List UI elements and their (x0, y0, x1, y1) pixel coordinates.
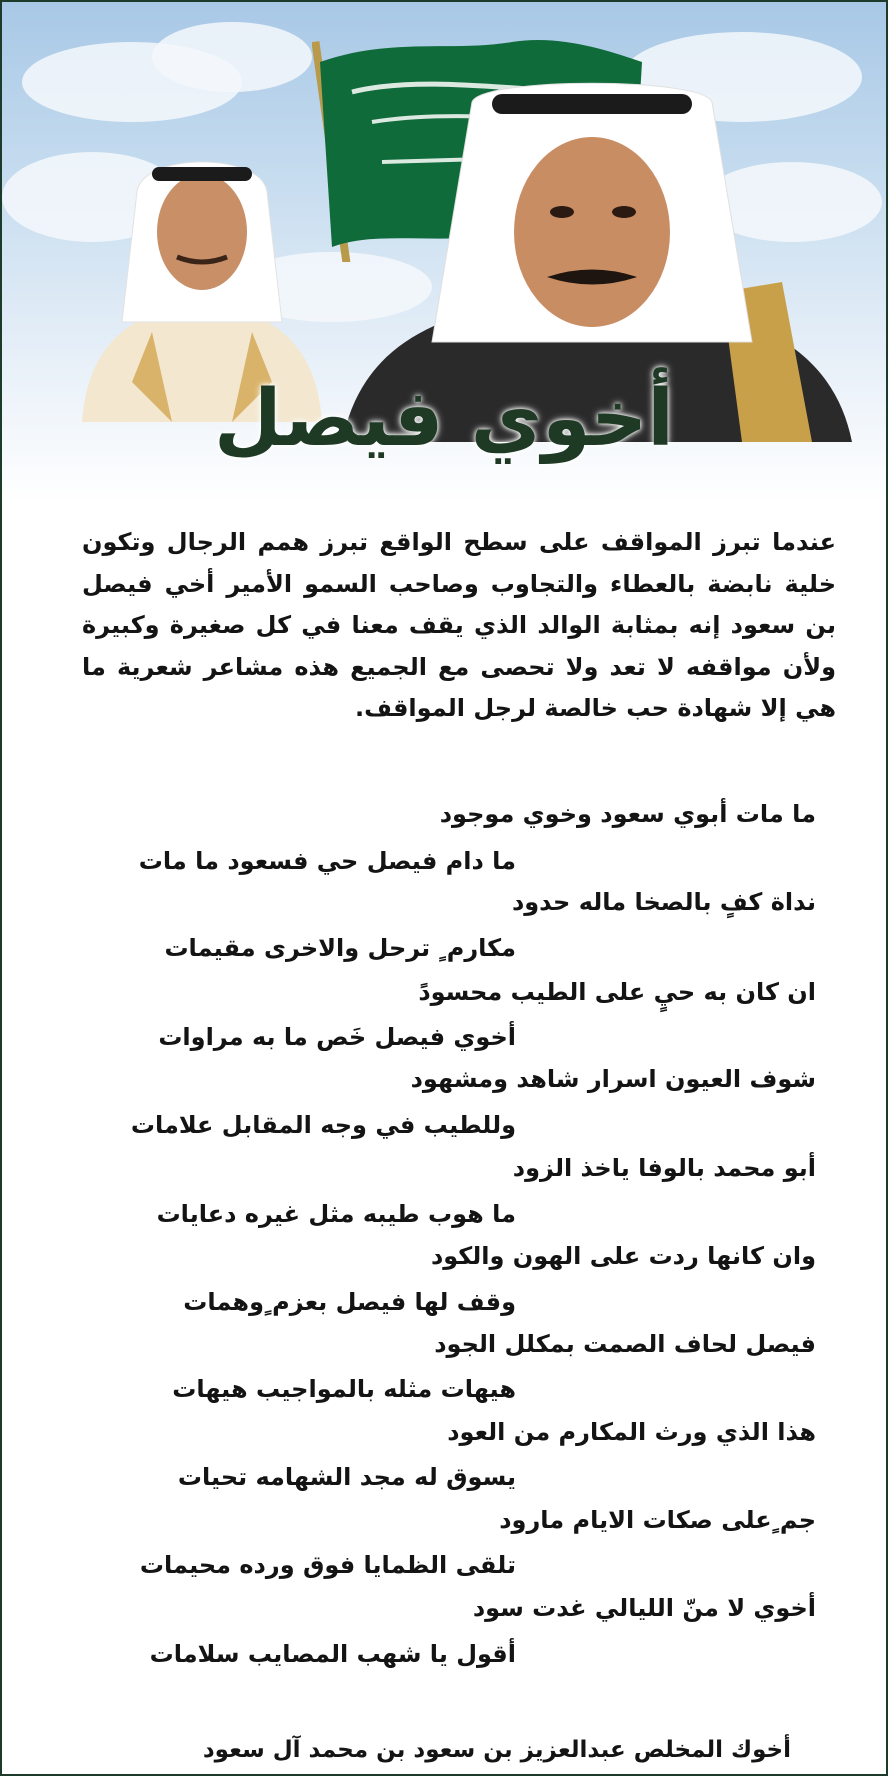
headline-title: أخوي فيصل (214, 374, 674, 464)
poem-line: وان كانها ردت على الهون والكود (430, 1242, 816, 1270)
poem-line: أخوي فيصل خَص ما به مراوات (158, 1023, 516, 1051)
poem-line: تلقى الظمايا فوق ورده محيمات (139, 1551, 516, 1579)
poem-line: يسوق له مجد الشهامه تحيات (177, 1463, 516, 1491)
poem-line: شوف العيون اسرار شاهد ومشهود (410, 1065, 816, 1093)
poem-line: ما هوب طيبه مثل غيره دعايات (156, 1200, 516, 1228)
intro-paragraph: عندما تبرز المواقف على سطح الواقع تبرز همم الرجال وتكون خلية نابضة بالعطاء والتجاوب وصاحب السمو الأمير أخي فيصل بن سعود إنه بمثابة الوالد الذي يقف معنا في كل صغيرة وكبيرة ولأن مواقفه لا تعد ولا تحصى مع الجميع هذه مشاعر شعرية ما هي إلا شهادة حب خالصة لرجل المواقف. (82, 528, 836, 722)
poem-line: هذا الذي ورث المكارم من العود (447, 1418, 816, 1446)
poem-line: نداة كفٍ بالصخا ماله حدود (511, 888, 816, 916)
poem-line: ما دام فيصل حي فسعود ما مات (138, 847, 516, 875)
cloud (152, 22, 312, 92)
signature-line: أخوك المخلص عبدالعزيز بن سعود بن محمد آل سعود (202, 1737, 791, 1763)
poem-line: أقول يا شهب المصايب سلامات (149, 1640, 516, 1668)
poem-line: فيصل لحاف الصمت بمكلل الجود (434, 1330, 816, 1358)
header-banner (2, 2, 886, 502)
poem-line: جم ٍعلى صكات الايام مارود (499, 1506, 816, 1534)
poem-line: أبو محمد بالوفا ياخذ الزود (512, 1154, 816, 1182)
poem-line: أخوي لا منّ الليالي غدت سود (472, 1594, 816, 1622)
poem-line: وللطيب في وجه المقابل علامات (130, 1111, 516, 1139)
poem-line: وقف لها فيصل بعزم ٍوهمات (183, 1288, 516, 1316)
poem-line: هيهات مثله بالمواجيب هيهات (172, 1375, 516, 1403)
poem-line: ان كان به حيٍ على الطيب محسودً (418, 978, 816, 1006)
poem-line: ما مات أبوي سعود وخوي موجود (439, 800, 816, 828)
poem-line: مكارم ٍ ترحل والاخرى مقيمات (164, 934, 516, 962)
